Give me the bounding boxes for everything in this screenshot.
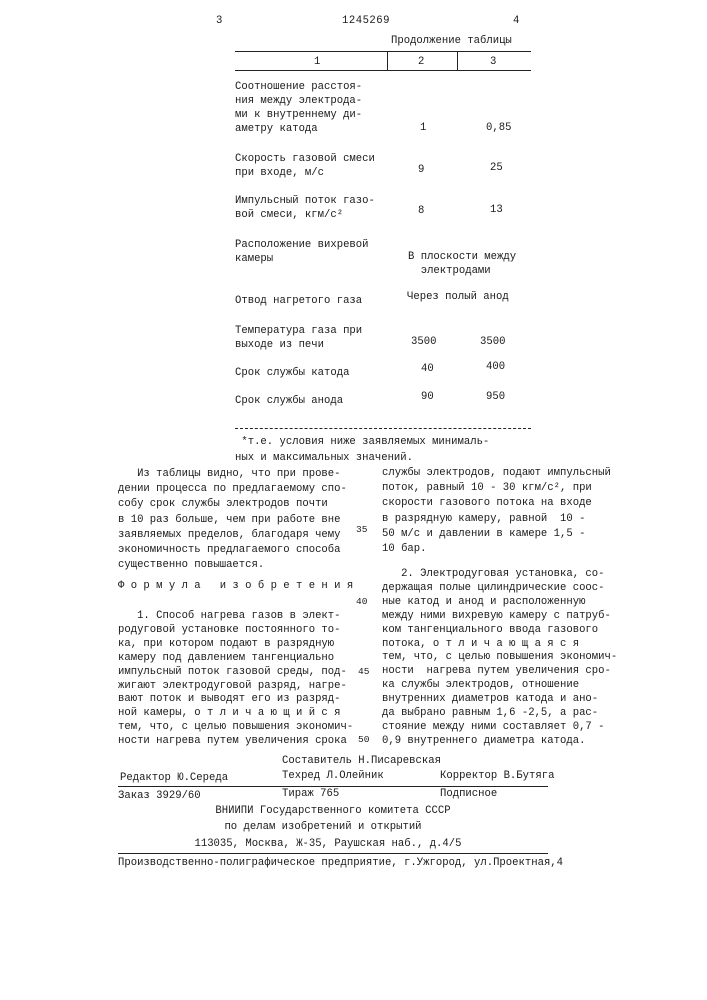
formula-heading: Ф о р м у л а и з о б р е т е н и я	[118, 580, 353, 592]
table-cell: 90	[421, 391, 434, 403]
table-cell: 0,85	[486, 122, 511, 134]
table-cell-merged: Через полый анод	[407, 290, 509, 304]
page-number-right: 4	[513, 15, 519, 27]
table-cell: 1	[420, 122, 426, 134]
compiler: Составитель Н.Писаревская	[282, 755, 441, 767]
line-number: 45	[358, 666, 369, 677]
table-col-header-3: 3	[490, 56, 496, 68]
table-cell: 950	[486, 391, 505, 403]
organization-line-1: ВНИИПИ Государственного комитета СССР	[118, 805, 548, 817]
table-row-label: Расположение вихревой камеры	[235, 238, 369, 266]
table-row-label: Отвод нагретого газа	[235, 294, 362, 308]
right-paragraph: службы электродов, подают импульсный поток, равный 10 - 30 кгм/с², при скорости газового потока на входе в разрядную камеру, равной 10 - 50 м/с и давлении в камере 1,5 - 10 бар.	[382, 466, 611, 557]
footnote-rule	[235, 428, 531, 429]
subscription: Подписное	[440, 788, 497, 800]
line-number: 35	[356, 524, 367, 535]
techred: Техред Л.Олейник	[282, 770, 384, 782]
table-col-header-2: 2	[418, 56, 424, 68]
page-number-left: 3	[216, 15, 222, 27]
claim-1: 1. Способ нагрева газов в элект- родуговой установке постоянного то- ка, при котором подают в разрядную камеру под давлением тангенциально импульсный поток газовой среды, под- жигают электродуговой разряд, нагре- вают поток и выводят его из разряд- ной камеры, о т л и ч а ю щ и й с я тем, что, с целью повышения экономич- ности нагрева путем увеличения срока	[118, 610, 353, 749]
table-cell: 3500	[480, 336, 505, 348]
table-row-label: Срок службы анода	[235, 394, 343, 408]
table-cell: 13	[490, 204, 503, 216]
table-cell: 40	[421, 363, 434, 375]
colophon-rule	[118, 853, 548, 854]
table-cell: 400	[486, 361, 505, 373]
table-cell: 3500	[411, 336, 436, 348]
table-top-rule	[235, 51, 531, 52]
line-number: 50	[358, 734, 369, 745]
table-cell-merged: В плоскости между электродами	[408, 250, 516, 278]
table-header-rule	[235, 70, 531, 71]
printer: Производственно-полиграфическое предприятие, г.Ужгород, ул.Проектная,4	[118, 857, 563, 869]
organization-line-2: по делам изобретений и открытий	[118, 821, 528, 833]
table-footnote: *т.е. условия ниже заявляемых минималь- ных и максимальных значений.	[235, 434, 489, 466]
table-cell: 8	[418, 205, 424, 217]
editor: Редактор Ю.Середа	[120, 772, 228, 784]
order-number: Заказ 3929/60	[118, 790, 201, 802]
table-continuation-label: Продолжение таблицы	[391, 35, 512, 47]
table-row-label: Импульсный поток газо- вой смеси, кгм/с²	[235, 194, 375, 222]
patent-number: 1245269	[342, 15, 390, 27]
table-row-label: Скорость газовой смеси при входе, м/с	[235, 152, 375, 180]
left-paragraph: Из таблицы видно, что при прове- дении процесса по предлагаемому спо- собу срок службы электродов почти в 10 раз больше, чем при работе вне заявляемых пределов, благодаря чему экономичность предлагаемого способа существенно повышается.	[118, 467, 347, 573]
colophon-rule	[118, 786, 548, 787]
table-cell: 25	[490, 162, 503, 174]
table-cell: 9	[418, 164, 424, 176]
table-row-label: Температура газа при выходе из печи	[235, 324, 362, 352]
address: 113035, Москва, Ж-35, Раушская наб., д.4/5	[118, 838, 538, 850]
circulation: Тираж 765	[282, 788, 339, 800]
corrector: Корректор В.Бутяга	[440, 770, 554, 782]
table-col-divider	[387, 51, 388, 71]
line-number: 40	[356, 596, 367, 607]
table-row-label: Соотношение расстоя- ния между электрода- ми к внутреннему ди- аметру катода	[235, 80, 362, 136]
table-col-divider	[457, 51, 458, 71]
claim-2: 2. Электродуговая установка, со- держащая полые цилиндрические соос- ные катод и анод и расположенную между ними вихревую камеру с патруб- ком тангенциального ввода газового потока, о т л и ч а ю щ а я с я тем, что, с целью повышения экономич- ности нагрева путем увеличения сро- ка службы электродов, отношение внутренних диаметров катода и ано- да выбрано равным 1,6 -2,5, а рас- стояние между ними составляет 0,7 - 0,9 внутреннего диаметра катода.	[382, 568, 617, 749]
table-row-label: Срок службы катода	[235, 366, 349, 380]
table-col-header-1: 1	[314, 56, 320, 68]
